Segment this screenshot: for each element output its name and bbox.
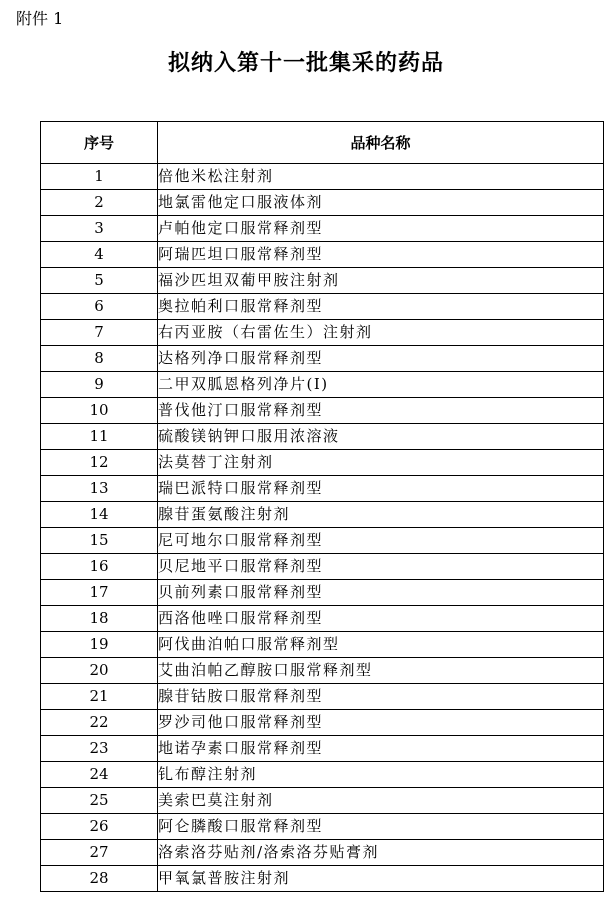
row-number: 6 (41, 294, 158, 320)
row-drug-name: 阿仑膦酸口服常释剂型 (158, 814, 604, 840)
row-drug-name: 达格列净口服常释剂型 (158, 346, 604, 372)
table-row (41, 424, 604, 450)
row-drug-name: 地诺孕素口服常释剂型 (158, 736, 604, 762)
row-drug-name: 尼可地尔口服常释剂型 (158, 528, 604, 554)
row-number: 8 (41, 346, 158, 372)
table-row (41, 632, 604, 658)
table-row (41, 476, 604, 502)
row-drug-name: 腺苷蛋氨酸注射剂 (158, 502, 604, 528)
row-drug-name: 卢帕他定口服常释剂型 (158, 216, 604, 242)
row-number: 20 (41, 658, 158, 684)
row-drug-name: 福沙匹坦双葡甲胺注射剂 (158, 268, 604, 294)
table-row (41, 580, 604, 606)
row-drug-name: 地氯雷他定口服液体剂 (158, 190, 604, 216)
row-number: 2 (41, 190, 158, 216)
table-row (41, 866, 604, 892)
row-drug-name: 罗沙司他口服常释剂型 (158, 710, 604, 736)
table-row (41, 788, 604, 814)
table-row (41, 736, 604, 762)
table-row (41, 658, 604, 684)
table-row (41, 320, 604, 346)
row-number: 15 (41, 528, 158, 554)
table-row (41, 528, 604, 554)
table-row (41, 268, 604, 294)
table-row (41, 190, 604, 216)
row-drug-name: 右丙亚胺（右雷佐生）注射剂 (158, 320, 604, 346)
table-row (41, 346, 604, 372)
row-number: 13 (41, 476, 158, 502)
table-row (41, 216, 604, 242)
row-number: 26 (41, 814, 158, 840)
row-number: 25 (41, 788, 158, 814)
row-drug-name: 西洛他唑口服常释剂型 (158, 606, 604, 632)
table-row (41, 242, 604, 268)
row-drug-name: 法莫替丁注射剂 (158, 450, 604, 476)
table-row (41, 164, 604, 190)
row-number: 23 (41, 736, 158, 762)
row-drug-name: 洛索洛芬贴剂/洛索洛芬贴膏剂 (158, 840, 604, 866)
row-number: 5 (41, 268, 158, 294)
table-row (41, 840, 604, 866)
table-row (41, 684, 604, 710)
table-row (41, 762, 604, 788)
row-drug-name: 普伐他汀口服常释剂型 (158, 398, 604, 424)
table-row (41, 294, 604, 320)
table-header-row (41, 122, 604, 164)
row-drug-name: 贝尼地平口服常释剂型 (158, 554, 604, 580)
row-drug-name: 奥拉帕利口服常释剂型 (158, 294, 604, 320)
table-row (41, 450, 604, 476)
table-row (41, 606, 604, 632)
row-number: 4 (41, 242, 158, 268)
row-drug-name: 瑞巴派特口服常释剂型 (158, 476, 604, 502)
table-row (41, 398, 604, 424)
row-drug-name: 贝前列素口服常释剂型 (158, 580, 604, 606)
table-row (41, 372, 604, 398)
row-number: 17 (41, 580, 158, 606)
header-drug-name: 品种名称 (158, 122, 604, 164)
row-number: 24 (41, 762, 158, 788)
row-number: 16 (41, 554, 158, 580)
table-row (41, 502, 604, 528)
row-number: 22 (41, 710, 158, 736)
row-number: 14 (41, 502, 158, 528)
row-drug-name: 阿伐曲泊帕口服常释剂型 (158, 632, 604, 658)
row-number: 28 (41, 866, 158, 892)
header-serial-number: 序号 (41, 122, 158, 164)
table-row (41, 554, 604, 580)
row-number: 3 (41, 216, 158, 242)
document-title: 拟纳入第十一批集采的药品 (167, 51, 444, 76)
row-number: 7 (41, 320, 158, 346)
row-number: 10 (41, 398, 158, 424)
row-drug-name: 硫酸镁钠钾口服用浓溶液 (158, 424, 604, 450)
row-number: 9 (41, 372, 158, 398)
row-drug-name: 钆布醇注射剂 (158, 762, 604, 788)
row-drug-name: 倍他米松注射剂 (158, 164, 604, 190)
row-number: 21 (41, 684, 158, 710)
row-drug-name: 阿瑞匹坦口服常释剂型 (158, 242, 604, 268)
row-drug-name: 甲氧氯普胺注射剂 (158, 866, 604, 892)
drug-list-table (40, 121, 604, 892)
row-number: 19 (41, 632, 158, 658)
table-row (41, 710, 604, 736)
row-number: 1 (41, 164, 158, 190)
row-drug-name: 腺苷钴胺口服常释剂型 (158, 684, 604, 710)
row-number: 11 (41, 424, 158, 450)
row-drug-name: 二甲双胍恩格列净片(Ⅰ) (158, 372, 604, 398)
row-number: 18 (41, 606, 158, 632)
row-number: 27 (41, 840, 158, 866)
row-drug-name: 艾曲泊帕乙醇胺口服常释剂型 (158, 658, 604, 684)
table-row (41, 814, 604, 840)
row-drug-name: 美索巴莫注射剂 (158, 788, 604, 814)
attachment-label: 附件 1 (16, 9, 64, 28)
row-number: 12 (41, 450, 158, 476)
